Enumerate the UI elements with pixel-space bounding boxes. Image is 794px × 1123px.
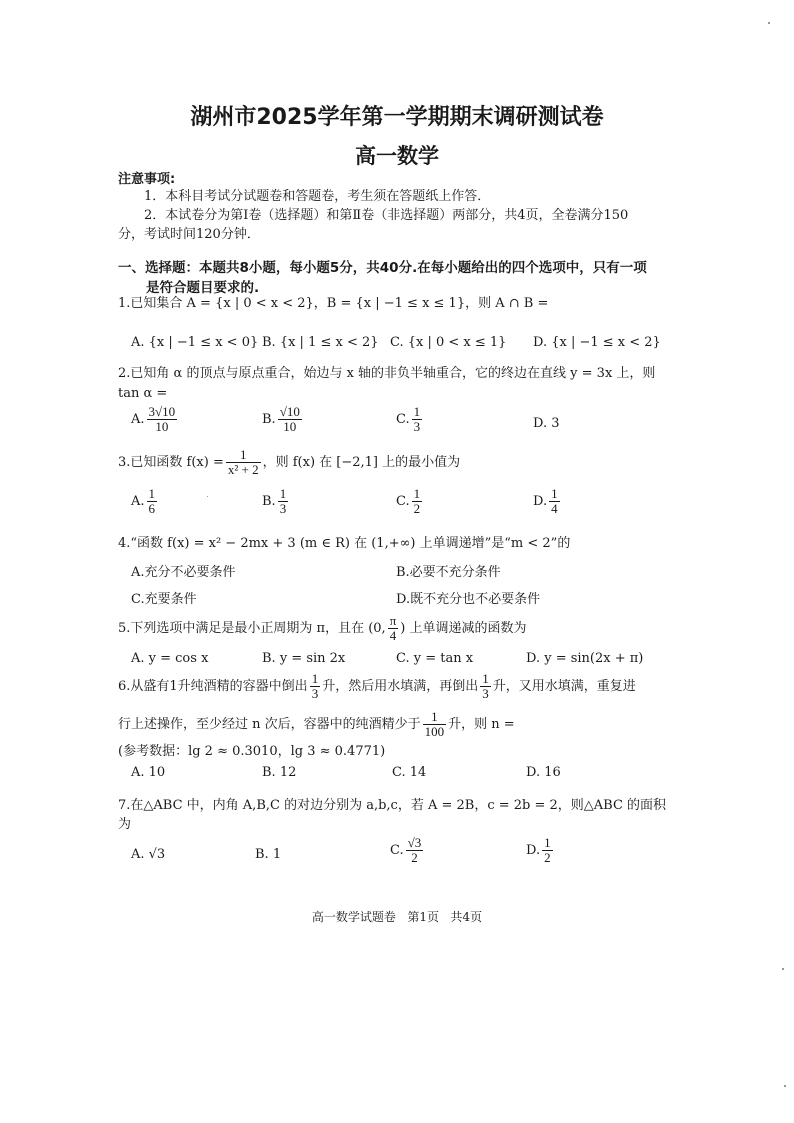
q2-b-denominator: 10 <box>283 419 297 434</box>
q3-d-numerator: 1 <box>551 486 558 501</box>
q6-f2-numerator: 1 <box>482 671 489 686</box>
q3-a-numerator: 1 <box>148 486 156 501</box>
q3-a-denominator: 6 <box>148 501 156 516</box>
q5-fraction <box>388 614 399 643</box>
notice-item-1: 1．本科目考试分试题卷和答题卷，考生须在答题纸上作答． <box>144 189 491 204</box>
q3-d-fraction <box>549 487 560 516</box>
q2-option-d: D. 3 <box>533 416 560 431</box>
q6-f1-denominator: 3 <box>311 686 319 701</box>
q3-option-c <box>396 487 424 516</box>
q7-d-denominator: 2 <box>544 850 551 865</box>
q7-stem: 7.在△ABC 中，内角 A,B,C 的对边分别为 a,b,c，若 A = 2B，c = 2b = 2，则△ABC 的面积 <box>118 798 667 813</box>
q7-c-denominator: 2 <box>411 850 418 865</box>
q6-reference-data: (参考数据：lg 2 ≈ 0.3010，lg 3 ≈ 0.4771) <box>118 744 386 759</box>
q5-stem <box>118 614 526 643</box>
notice-item-2: 2．本试卷分为第Ⅰ卷（选择题）和第Ⅱ卷（非选择题）两部分，共4页，全卷满分150 <box>144 208 629 223</box>
q3-denominator: x² + 2 <box>227 462 259 477</box>
q2-c-fraction <box>412 405 423 434</box>
q2-c-label: C. <box>396 412 410 427</box>
q6-option-d: D. 16 <box>526 765 561 780</box>
q3-b-denominator: 3 <box>279 501 287 516</box>
q1-option-a: A. {x | −1 ≤ x < 0} <box>131 335 259 350</box>
q4-option-c: C.充要条件 <box>131 592 197 607</box>
q3-option-d <box>533 487 562 516</box>
q6-option-c: C. 14 <box>392 765 427 780</box>
q5-option-b: B. y = sin 2x <box>262 651 346 666</box>
notice-item-2-cont: 分，考试时间120分钟． <box>118 227 260 242</box>
q2-c-denominator: 3 <box>413 419 421 434</box>
q3-b-fraction <box>278 487 289 516</box>
q6-f3-denominator: 100 <box>424 724 445 739</box>
q2-c-numerator: 1 <box>413 404 421 419</box>
q5-stem-b: ) 上单调递减的函数为 <box>400 621 527 636</box>
q6-f1-numerator: 1 <box>311 671 319 686</box>
q7-option-c <box>390 836 425 865</box>
q6-option-a: A. 10 <box>131 765 166 780</box>
q2-a-denominator: 10 <box>155 419 169 434</box>
q3-d-label: D. <box>533 494 548 509</box>
q2-option-b <box>262 405 304 434</box>
q5-option-c: C. y = tan x <box>396 651 474 666</box>
q7-stem-cont: 为 <box>118 817 132 832</box>
q7-option-d <box>526 836 555 865</box>
q3-c-fraction <box>412 487 423 516</box>
q6-stem-cont <box>118 710 515 739</box>
q1-option-d: D. {x | −1 ≤ x < 2} <box>533 335 661 350</box>
q2-a-numerator: 3√10 <box>148 404 176 419</box>
q7-d-label: D. <box>526 843 541 858</box>
q2-a-label: A. <box>131 412 145 427</box>
q6-fraction-1 <box>310 672 321 701</box>
q4-option-a: A.充分不必要条件 <box>131 565 236 580</box>
q3-c-denominator: 2 <box>413 501 421 516</box>
q6-stem-a: 6.从盛有1升纯酒精的容器中倒出 <box>118 679 308 694</box>
scan-speck <box>784 1085 786 1087</box>
scan-speck <box>207 496 208 497</box>
q7-c-label: C. <box>390 843 404 858</box>
q3-a-label: A. <box>131 494 145 509</box>
page-footer: 高一数学试题卷 第1页 共4页 <box>311 910 483 924</box>
q3-fraction <box>226 448 261 477</box>
q6-stem-c: 升，又用水填满，重复进 <box>492 679 636 694</box>
q2-a-fraction <box>147 405 178 434</box>
subject-title: 高一数学 <box>355 144 439 168</box>
q1-stem: 1.已知集合 A = {x | 0 < x < 2}，B = {x | −1 ≤ x ≤ 1}，则 A ∩ B = <box>118 296 549 311</box>
q5-option-a: A. y = cos x <box>131 651 209 666</box>
q1-option-b: B. {x | 1 ≤ x < 2} <box>262 335 379 350</box>
q1-option-c: C. {x | 0 < x ≤ 1} <box>390 335 507 350</box>
q3-option-b <box>262 487 290 516</box>
q6-f2-denominator: 3 <box>482 686 489 701</box>
q2-stem: 2.已知角 α 的顶点与原点重合，始边与 x 轴的非负半轴重合，它的终边在直线 y = 3x 上，则 <box>118 366 656 381</box>
q2-option-c <box>396 405 424 434</box>
notice-heading: 注意事项: <box>118 172 176 187</box>
q6-f3-numerator: 1 <box>423 710 447 725</box>
q6-stem <box>118 672 636 701</box>
section-1-header: 一、选择题：本题共8小题，每小题5分，共40分.在每小题给出的四个选项中，只有一项 <box>118 260 647 276</box>
q6-stem-e: 升，则 n = <box>448 717 515 732</box>
q2-b-fraction <box>278 405 302 434</box>
q7-option-b: B. 1 <box>255 847 282 862</box>
q4-stem: 4.“函数 f(x) = x² − 2mx + 3 (m ∈ R) 在 (1,+∞) 上单调递增”是“m < 2”的 <box>118 536 571 551</box>
q7-d-fraction <box>542 836 553 865</box>
q6-option-b: B. 12 <box>262 765 297 780</box>
q2-option-a <box>131 405 179 434</box>
q3-stem-a: 3.已知函数 f(x) = <box>118 455 224 470</box>
q5-stem-a: 5.下列选项中满足是最小正周期为 π，且在 (0, <box>118 621 386 636</box>
q3-d-denominator: 4 <box>551 501 558 516</box>
q4-option-d: D.既不充分也不必要条件 <box>396 592 541 607</box>
q3-b-numerator: 1 <box>279 486 287 501</box>
q3-c-label: C. <box>396 494 410 509</box>
q3-stem-b: ，则 f(x) 在 [−2,1] 上的最小值为 <box>262 455 461 470</box>
q7-option-a: A. √3 <box>131 847 166 862</box>
q3-c-numerator: 1 <box>413 486 421 501</box>
scan-speck <box>782 968 784 970</box>
q2-b-label: B. <box>262 412 276 427</box>
q7-c-numerator: √3 <box>407 835 422 850</box>
q3-numerator: 1 <box>226 448 261 463</box>
q2-stem-cont: tan α = <box>118 386 168 401</box>
section-1-header-cont: 是符合题目要求的. <box>146 280 260 296</box>
q6-fraction-2 <box>480 672 491 701</box>
q5-denominator: 4 <box>389 628 397 643</box>
q4-option-b: B.必要不充分条件 <box>396 565 501 580</box>
q3-option-a <box>131 487 159 516</box>
q6-stem-b: 升，然后用水填满，再倒出 <box>322 679 479 694</box>
scan-speck <box>768 22 770 24</box>
q3-a-fraction <box>147 487 158 516</box>
q6-fraction-3 <box>423 710 447 739</box>
q5-option-d: D. y = sin(2x + π) <box>526 651 644 666</box>
q7-c-fraction <box>406 836 424 865</box>
q3-b-label: B. <box>262 494 276 509</box>
q2-b-numerator: √10 <box>279 404 300 419</box>
q5-numerator: π <box>389 613 397 628</box>
page-title: 湖州市2025学年第一学期期末调研测试卷 <box>190 105 604 130</box>
q3-stem <box>118 448 460 477</box>
q7-d-numerator: 1 <box>544 835 551 850</box>
q6-stem-d: 行上述操作，至少经过 n 次后，容器中的纯酒精少于 <box>118 717 421 732</box>
